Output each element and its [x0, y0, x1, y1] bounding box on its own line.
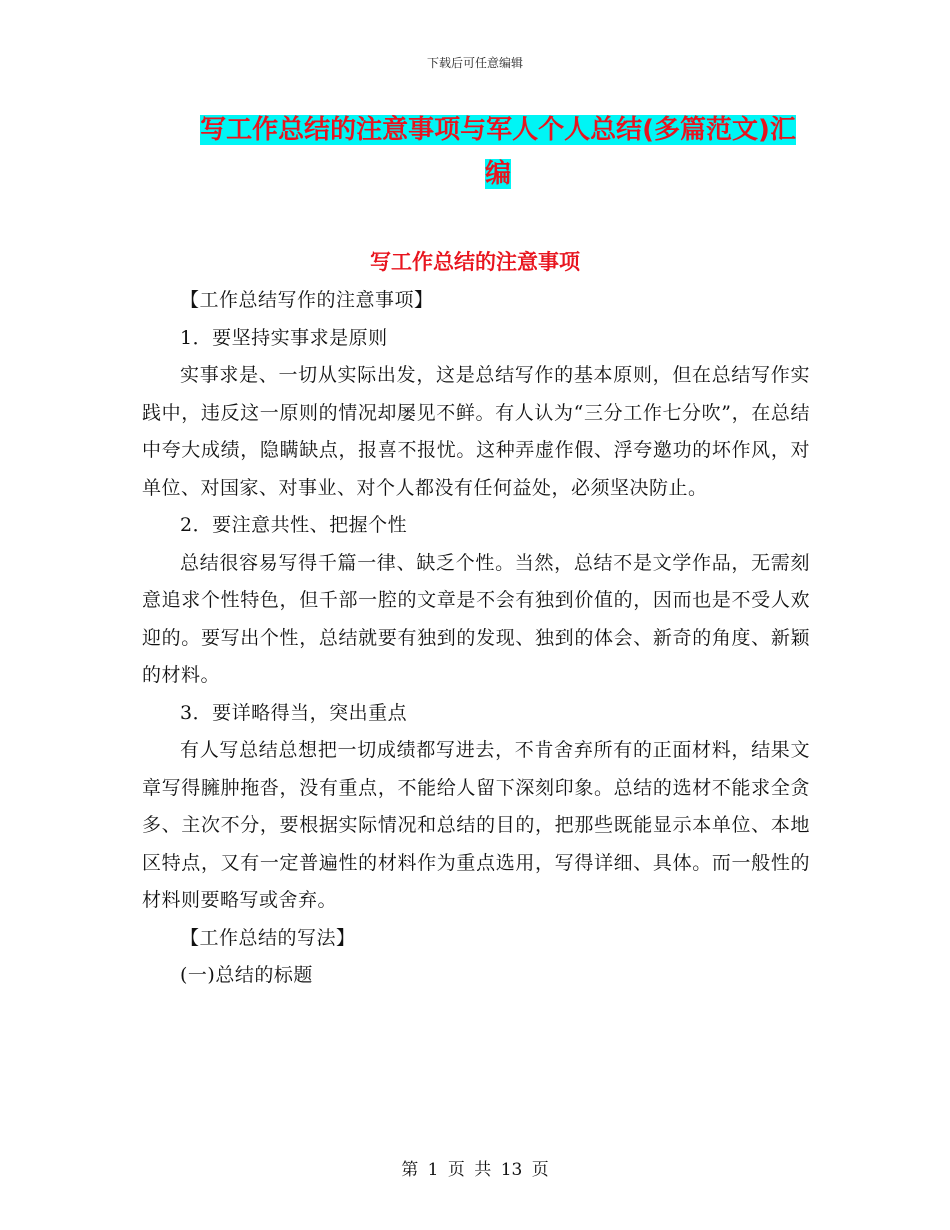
- paragraph-point-1-title: 1．要坚持实事求是原则: [180, 326, 388, 349]
- paragraph-point-1-body: 实事求是、一切从实际出发，这是总结写作的基本原则，但在总结写作实践中，违反这一原则的情况却屡见不鲜。有人认为“三分工作七分吹”，在总结中夸大成绩，隐瞒缺点，报喜不报忧。这种弄虚作假、浮夸邀功的坏作风，对单位、对国家、对事业、对个人都没有任何益处，必须坚决防止。: [142, 364, 810, 499]
- section-title: 写工作总结的注意事项: [370, 250, 580, 274]
- paragraph-heading-notes: 【工作总结写作的注意事项】: [180, 289, 434, 311]
- header-note: 下载后可任意编辑: [426, 56, 523, 70]
- paragraph-subheading-title: (一)总结的标题: [180, 964, 313, 986]
- paragraph-point-3-title: 3．要详略得当，突出重点: [180, 701, 408, 724]
- paragraph-point-3-body: 有人写总结总想把一切成绩都写进去，不肯舍弃所有的正面材料，结果文章写得臃肿拖沓，没有重点，不能给人留下深刻印象。总结的选材不能求全贪多、主次不分，要根据实际情况和总结的目的，把那些既能显示本单位、本地区特点，又有一定普遍性的材料作为重点选用，写得详细、具体。而一般性的材料则要略写或舍弃。: [142, 739, 810, 911]
- paragraph-point-2-body: 总结很容易写得千篇一律、缺乏个性。当然，总结不是文学作品，无需刻意追求个性特色，但千部一腔的文章是不会有独到价值的，因而也是不受人欢迎的。要写出个性，总结就要有独到的发现、独到的体会、新奇的角度、新颖的材料。: [142, 551, 810, 686]
- page-footer: 第 1 页 共 13 页: [401, 1160, 549, 1180]
- document-title-text: 写工作总结的注意事项与军人个人总结(多篇范文)汇编: [200, 115, 796, 189]
- paragraph-heading-methods: 【工作总结的写法】: [180, 926, 356, 949]
- document-title: [192, 108, 804, 196]
- paragraph-point-2-title: 2．要注意共性、把握个性: [180, 514, 408, 536]
- document-body: [142, 282, 810, 995]
